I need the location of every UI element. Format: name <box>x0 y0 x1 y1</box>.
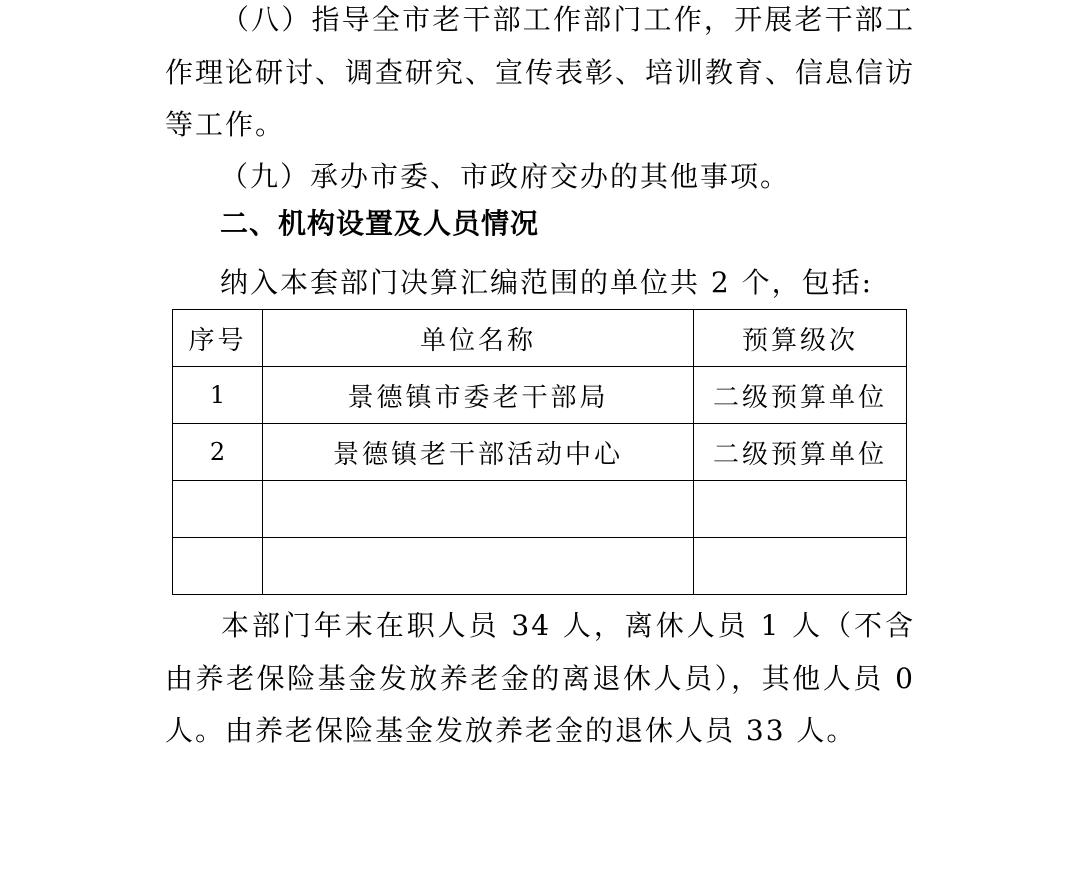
staff-paragraph: 本部门年末在职人员 34 人，离休人员 1 人（不含由养老保险基金发放养老金的离退休人员），其他人员 0 人。由养老保险基金发放养老金的退休人员 33 人。 <box>165 609 915 747</box>
cell-index: 2 <box>173 424 263 481</box>
header-index: 序号 <box>173 310 263 367</box>
cell-unit-name <box>263 538 694 595</box>
intro-paragraph: 纳入本套部门决算汇编范围的单位共 2 个，包括: <box>220 266 874 299</box>
cell-unit-name <box>263 481 694 538</box>
units-table <box>172 309 907 595</box>
cell-index: 1 <box>173 367 263 424</box>
cell-unit-name: 景德镇市委老干部局 <box>263 367 694 424</box>
cell-budget-level <box>694 481 907 538</box>
table-row <box>173 424 907 481</box>
section-heading: 二、机构设置及人员情况 <box>220 207 540 240</box>
table-row <box>173 481 907 538</box>
cell-budget-level: 二级预算单位 <box>694 367 907 424</box>
cell-index <box>173 481 263 538</box>
cell-unit-name: 景德镇老干部活动中心 <box>263 424 694 481</box>
paragraph-item-8: （八）指导全市老干部工作部门工作，开展老干部工作理论研讨、调查研究、宣传表彰、培训教育、信息信访等工作。 <box>165 3 916 141</box>
cell-index <box>173 538 263 595</box>
paragraph-item-9: （九）承办市委、市政府交办的其他事项。 <box>220 160 791 193</box>
header-budget-level: 预算级次 <box>694 310 907 367</box>
table-row <box>173 538 907 595</box>
table-row <box>173 367 907 424</box>
cell-budget-level: 二级预算单位 <box>694 424 907 481</box>
table-header-row <box>173 310 907 367</box>
cell-budget-level <box>694 538 907 595</box>
header-unit-name: 单位名称 <box>263 310 694 367</box>
